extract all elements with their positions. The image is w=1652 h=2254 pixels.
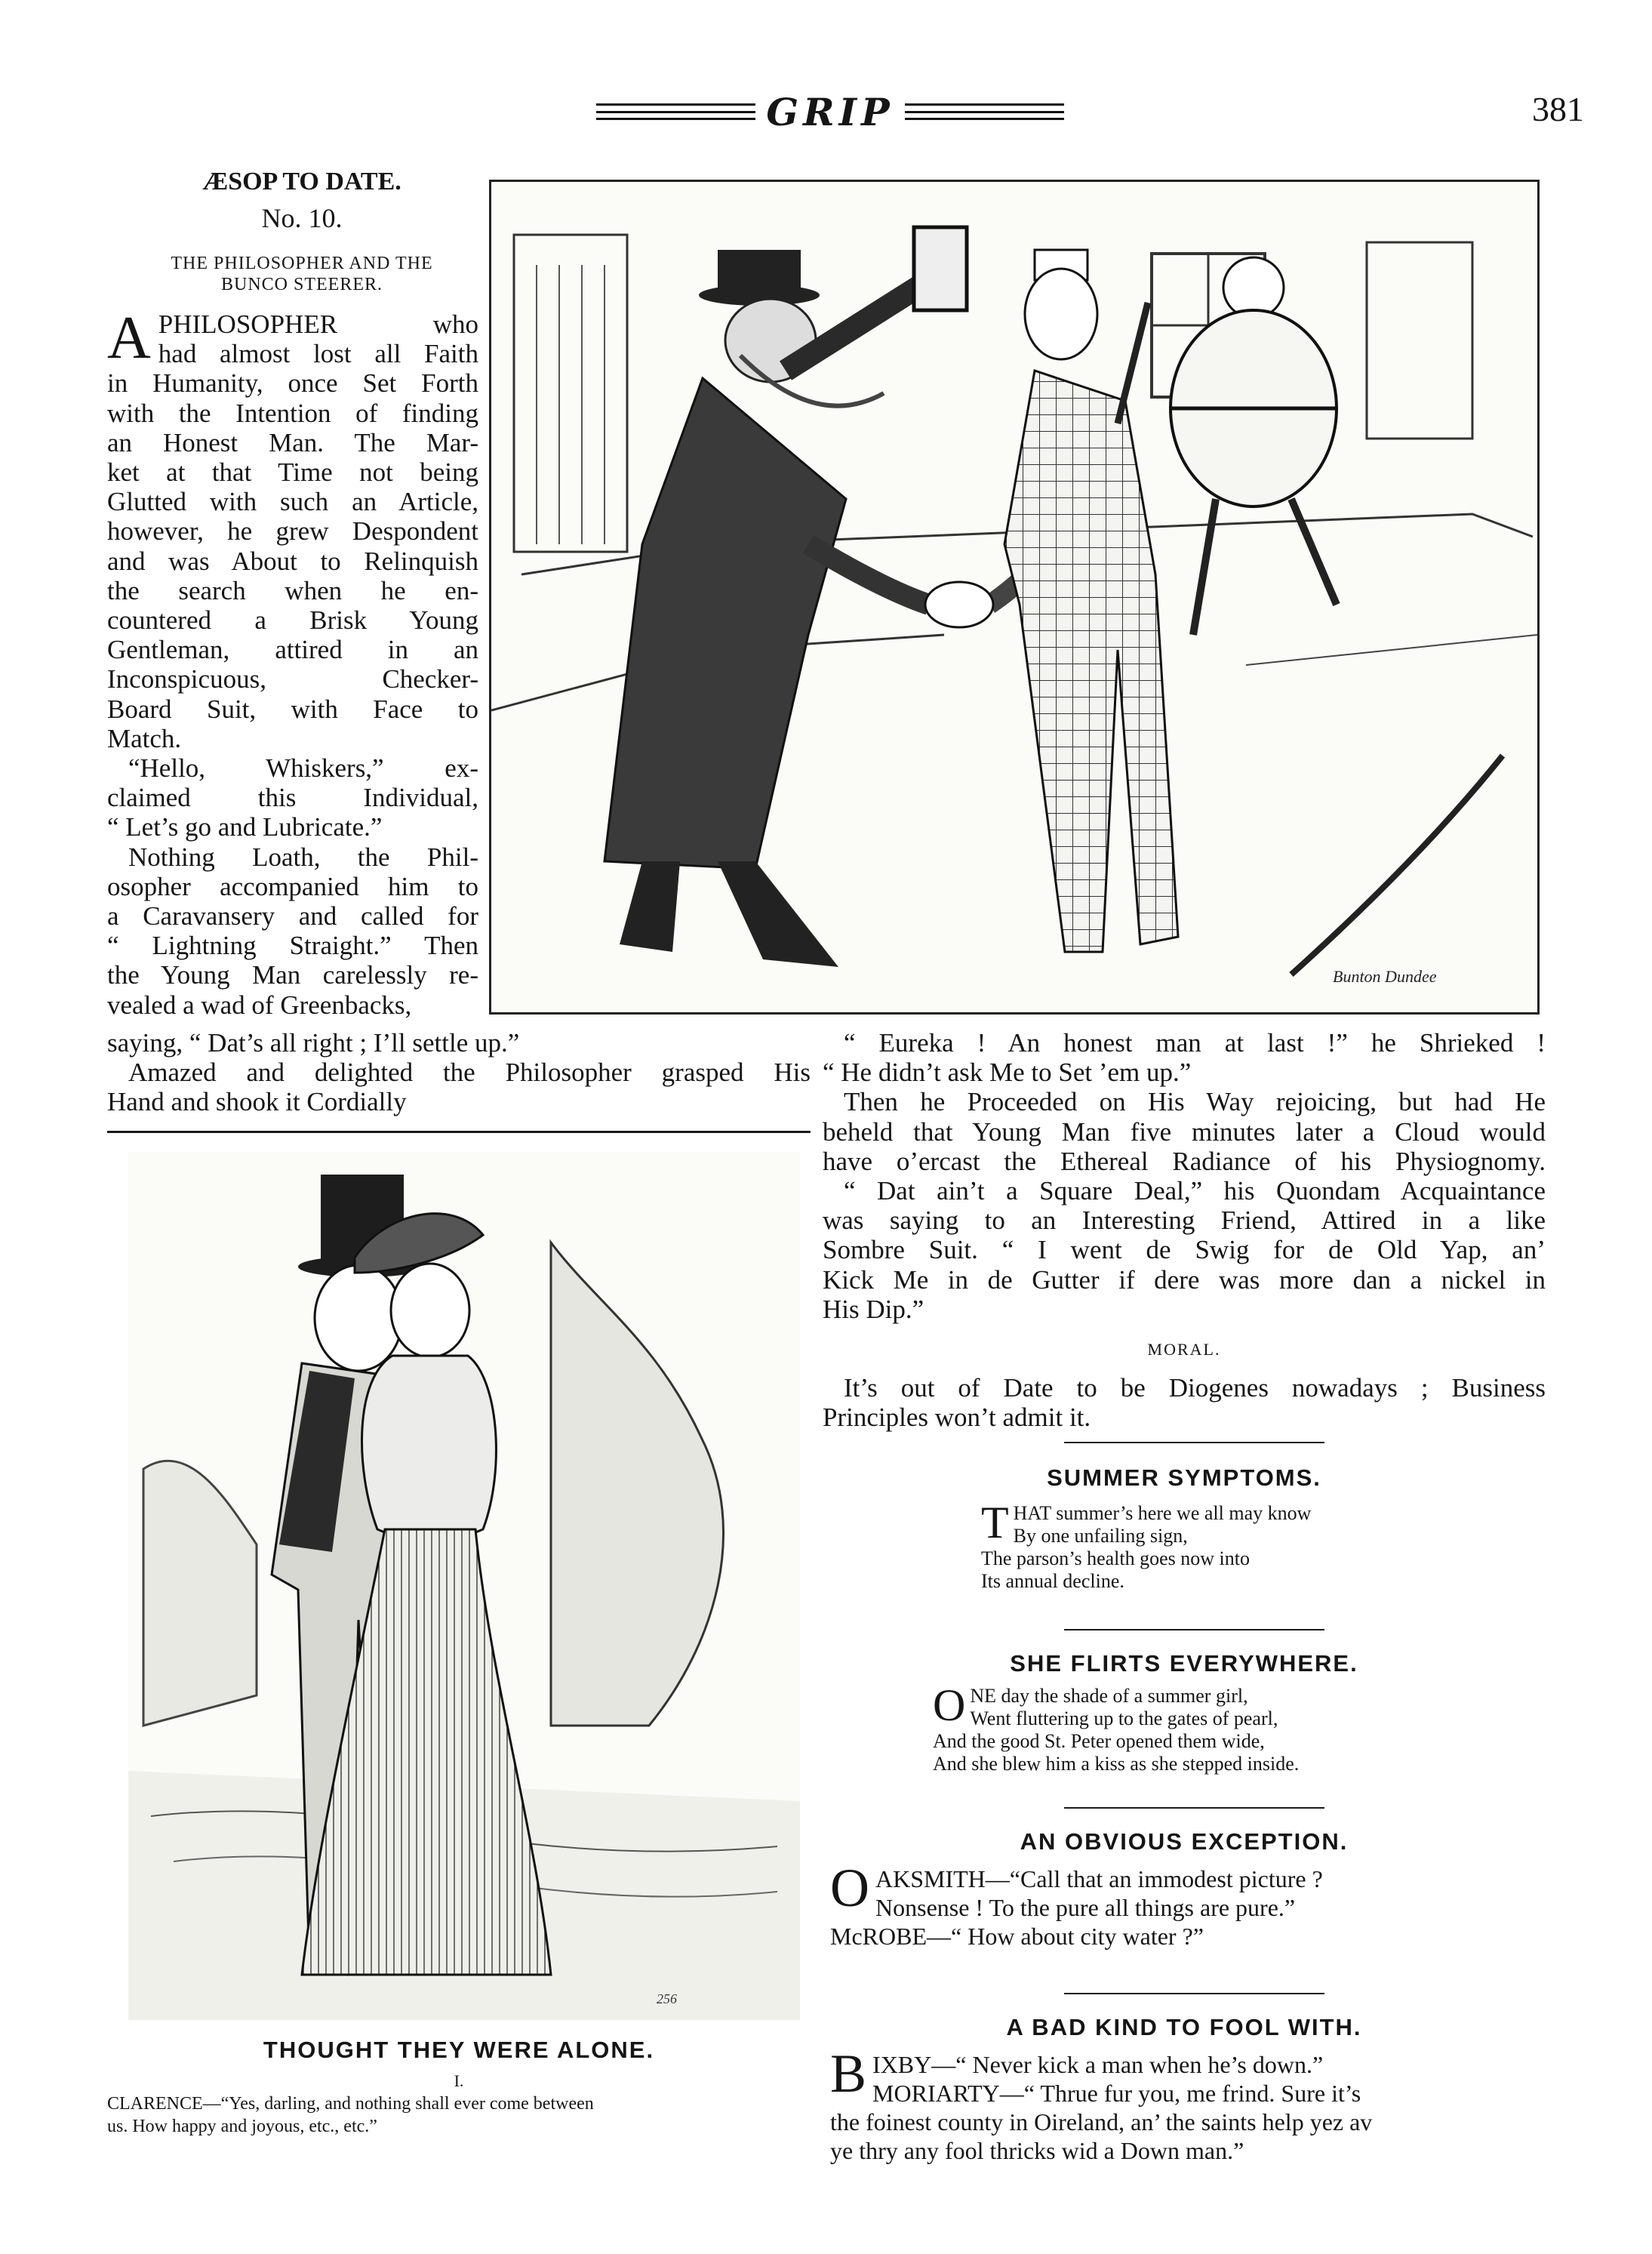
fable-wide-lines: [107, 1028, 811, 1117]
she-flirts-line: NE day the shade of a summer girl,: [970, 1685, 1248, 1707]
fable-text-line: was saying to an Interesting Friend, Attired in a like: [823, 1206, 1546, 1236]
fable-text-line: “ Let’s go and Lubricate.”: [107, 812, 383, 842]
obvious-exception-title: AN OBVIOUS EXCEPTION.: [1020, 1828, 1349, 1855]
summer-symptoms-dropcap: T: [981, 1498, 1009, 1547]
masthead-title: GRIP: [766, 89, 894, 134]
cartoon-caption-title: THOUGHT THEY WERE ALONE.: [263, 2037, 655, 2063]
fable-text-line: a Caravansery and called for: [107, 901, 478, 931]
plate-mark: 256: [657, 1991, 677, 2006]
obvious-exception-lines: [830, 1858, 1540, 1951]
fable-text-line: in Humanity, once Set Forth: [107, 368, 478, 399]
fable-text-line: “ He didn’t ask Me to Set ’em up.”: [823, 1058, 1192, 1088]
she-flirts-title: SHE FLIRTS EVERYWHERE.: [1010, 1650, 1358, 1677]
fable-text-line: osopher accompanied him to: [107, 871, 478, 901]
summer-symptoms-lines: [981, 1498, 1509, 1593]
bad-kind-line: the foinest county in Oireland, an’ the saints help yez av: [830, 2108, 1373, 2135]
bad-kind-lines: [830, 2043, 1540, 2165]
bad-kind-line: ye thry any fool thricks wid a Down man.”: [830, 2137, 1244, 2164]
fable-text-line: an Honest Man. The Mar-: [107, 427, 478, 457]
she-flirts-line: And she blew him a kiss as she stepped inside.: [933, 1753, 1300, 1775]
fable-text-line: “ Lightning Straight.” Then: [107, 931, 478, 961]
fable-subtitle-line2: BUNCO STEERER.: [220, 275, 383, 294]
fable-wide-column: [107, 1028, 811, 1117]
bad-kind-line: IXBY—“ Never kick a man when he’s down.”: [872, 2051, 1324, 2078]
fable-subtitle-line1: THE PHILOSOPHER AND THE: [171, 254, 433, 273]
fable-continued-column: [823, 1028, 1546, 1433]
fable-continued-lines: [823, 1028, 1546, 1324]
fable-text-line: the Young Man carelessly re-: [107, 960, 478, 990]
bad-kind-title: A BAD KIND TO FOOL WITH.: [1006, 2014, 1362, 2040]
fable-text-line: however, he grew Despondent: [107, 516, 478, 547]
fable-text-line: with the Intention of finding: [107, 398, 478, 428]
moral-lines: [823, 1373, 1546, 1432]
fable-text-line: Glutted with such an Article,: [107, 487, 478, 517]
summer-symptoms-title: SUMMER SYMPTOMS.: [1047, 1464, 1321, 1491]
summer-symptoms-line: Its annual decline.: [981, 1570, 1124, 1592]
divider-short-3: [1064, 1807, 1324, 1809]
fable-narrow-column: [107, 305, 478, 1020]
obvious-exception-line: McROBE—“ How about city water ?”: [830, 1923, 1204, 1950]
she-flirts-lines: [933, 1680, 1521, 1775]
fable-text-line: Kick Me in de Gutter if dere was more dan a nickel in: [823, 1264, 1546, 1295]
fable-text-line: vealed a wad of Greenbacks,: [107, 990, 412, 1020]
fable-text-line: Hand and shook it Cordially: [107, 1087, 407, 1117]
masthead: [596, 89, 1064, 134]
illustration-drawing: [491, 182, 1537, 1012]
fable-text-line: Then he Proceeded on His Way rejoicing, but had He: [844, 1087, 1546, 1117]
fable-text-line: and was About to Relinquish: [107, 546, 478, 576]
fable-text-line: Match.: [107, 723, 182, 753]
fable-text-line: “ Dat ain’t a Square Deal,” his Quondam Acquaintance: [844, 1176, 1546, 1206]
illustration-couple: [128, 1152, 800, 2020]
illustration-couple-drawing: [128, 1152, 800, 2020]
cartoon-caption-number: I.: [454, 2071, 464, 2090]
moral-heading: MORAL.: [1147, 1340, 1221, 1359]
fable-text-line: Gentleman, attired in an: [107, 635, 478, 665]
bad-kind-dropcap: B: [830, 2043, 867, 2104]
summer-symptoms-line: The parson’s health goes now into: [981, 1547, 1250, 1569]
fable-dropcap: A: [107, 305, 151, 371]
fable-text-line: “Hello, Whiskers,” ex-: [128, 753, 478, 784]
fable-text-line: beheld that Young Man five minutes later a Cloud would: [823, 1116, 1546, 1147]
fable-title: ÆSOP TO DATE.: [202, 168, 401, 196]
cartoon-caption-line: CLARENCE—“Yes, darling, and nothing shall ever come between: [107, 2094, 594, 2114]
divider-rule-left: [107, 1131, 811, 1133]
fable-text-line: Inconspicuous, Checker-: [107, 664, 478, 694]
she-flirts-line: Went fluttering up to the gates of pearl,: [970, 1707, 1278, 1729]
fable-text-line: countered a Brisk Young: [107, 605, 478, 636]
masthead-rule-left: [596, 103, 755, 120]
divider-short-4: [1064, 1993, 1324, 1994]
fable-text-line: Board Suit, with Face to: [107, 694, 478, 724]
fable-text-line: saying, “ Dat’s all right ; I’ll settle up.”: [107, 1028, 520, 1058]
obvious-exception-dropcap: O: [830, 1858, 869, 1918]
fable-text-line: Nothing Loath, the Phil-: [128, 842, 478, 872]
moral-text-line: Principles won’t admit it.: [823, 1403, 1091, 1433]
obvious-exception-line: AKSMITH—“Call that an immodest picture ?: [875, 1865, 1323, 1892]
divider-short-1: [1064, 1442, 1324, 1443]
moral-text-line: It’s out of Date to be Diogenes nowadays ; Business: [844, 1373, 1546, 1403]
illustrator-signature: Bunton Dundee: [1333, 967, 1437, 986]
obvious-exception-line: Nonsense ! To the pure all things are pure.”: [875, 1894, 1296, 1921]
obvious-exception-text: [830, 1858, 1540, 1951]
fable-text-line: Sombre Suit. “ I went de Swig for de Old Yap, an’: [823, 1235, 1546, 1265]
fable-text-line: had almost lost all Faith: [158, 339, 478, 369]
illustration-philosopher-and-bunco-steerer: [489, 180, 1540, 1015]
she-flirts-verse: [933, 1680, 1521, 1775]
summer-symptoms-verse: [981, 1498, 1509, 1593]
fable-text-line: have o’ercast the Ethereal Radiance of his Physiognomy.: [823, 1146, 1546, 1176]
masthead-rule-right: [905, 103, 1064, 120]
fable-text-line: claimed this Individual,: [107, 783, 478, 813]
fable-number: No. 10.: [261, 203, 343, 233]
cartoon-caption-lines: [107, 2092, 811, 2138]
fable-narrow-lines: [107, 305, 478, 1020]
cartoon-caption-text: [107, 2092, 811, 2138]
fable-text-line: the search when he en-: [107, 575, 478, 605]
divider-short-2: [1064, 1629, 1324, 1630]
she-flirts-dropcap: O: [933, 1680, 966, 1730]
fable-text-line: “ Eureka ! An honest man at last !” he Shrieked !: [844, 1028, 1546, 1058]
bad-kind-text: [830, 2043, 1540, 2165]
summer-symptoms-line: By one unfailing sign,: [1013, 1525, 1188, 1547]
summer-symptoms-line: HAT summer’s here we all may know: [1013, 1502, 1312, 1524]
fable-text-line: PHILOSOPHER who: [158, 309, 478, 339]
cartoon-caption-line: us. How happy and joyous, etc., etc.”: [107, 2117, 377, 2136]
she-flirts-line: And the good St. Peter opened them wide,: [933, 1730, 1265, 1752]
bad-kind-line: MORIARTY—“ Thrue fur you, me frind. Sure it’s: [872, 2080, 1361, 2107]
fable-text-line: ket at that Time not being: [107, 457, 478, 488]
fable-text-line: Amazed and delighted the Philosopher grasped His: [128, 1058, 811, 1088]
page-number: 381: [1532, 90, 1584, 128]
fable-text-line: His Dip.”: [823, 1294, 924, 1324]
